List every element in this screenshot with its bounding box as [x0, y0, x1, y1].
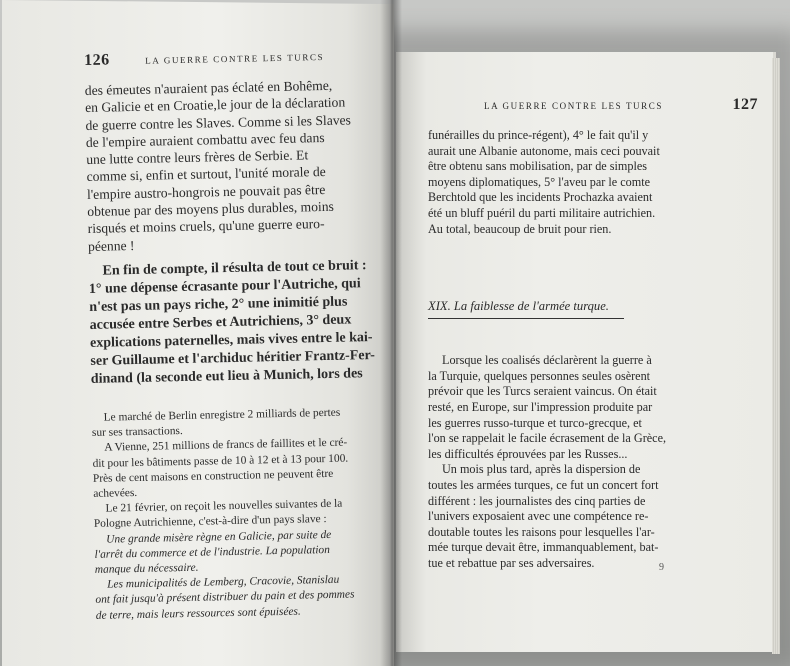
- text-line: explications paternelles, mais vives entre le kai-: [89, 329, 373, 351]
- left-page-text: [84, 46, 392, 624]
- left-page-number: 126: [84, 51, 110, 69]
- note-line: Une grande misère règne en Galicie, par suite de: [106, 528, 332, 546]
- text-line: obtenue par des moyens plus durables, moins: [87, 198, 334, 220]
- text-line: en Galicie et en Croatie,le jour de la déclaration: [85, 94, 346, 116]
- text-line: moyens diplomatiques, 5° l'aveu par le comte: [428, 174, 650, 189]
- text-line: l'on se rappelait le facile écrasement de la Grèce,: [428, 431, 667, 446]
- text-line: n'est pas un pays riche, 2° une inimitié plus: [89, 294, 348, 315]
- right-paragraph-3: [428, 462, 758, 571]
- text-line: 1° une dépense écrasante pour l'Autriche, qui: [88, 276, 361, 297]
- text-line: péenne !: [87, 237, 135, 254]
- text-line: l'empire austro-hongrois ne pouvait pas être: [86, 181, 326, 202]
- note-line: achevées.: [93, 486, 138, 500]
- note-line: Pologne Autrichienne, c'est-à-dire d'un pays slave :: [93, 513, 327, 531]
- text-line: En fin de compte, il résulta de tout ce bruit :: [102, 258, 367, 279]
- text-line: prévoir que les Turcs seraient vaincus. On était: [428, 384, 657, 399]
- note-line: dit pour les bâtiments passe de 10 à 12 et à 13 pour 100.: [92, 452, 349, 470]
- text-line: Berchtold que les incidents Prochazka avaient: [428, 190, 653, 205]
- signature-mark: 9: [659, 562, 664, 573]
- note-line: Le marché de Berlin enregistre 2 milliards de pertes: [103, 406, 341, 424]
- text-line: resté, en Europe, sur l'impression produite par: [428, 399, 653, 414]
- text-line: Lorsque les coalisés déclarèrent la guerre à: [442, 353, 652, 368]
- text-line: différent : les journalistes des cinq parties de: [428, 493, 646, 508]
- text-line: toutes les armées turques, ce fut un concert fort: [428, 477, 659, 492]
- note-line: l'arrêt du commerce et de l'industrie. La population: [94, 543, 331, 561]
- text-line: les difficultés éprouvées par les Russes...: [428, 446, 628, 461]
- text-line: aurait une Albanie autonome, mais ceci pouvait: [428, 143, 660, 158]
- left-notes: [92, 405, 392, 624]
- text-line: des émeutes n'auraient pas éclaté en Bohême,: [84, 77, 333, 98]
- page-edges: [772, 58, 780, 654]
- text-line: funérailles du prince-régent), 4° le fait qu'il y: [428, 128, 649, 142]
- text-line: risqués et moins cruels, qu'une guerre euro-: [87, 216, 325, 237]
- text-line: doutable toutes les raisons pour lesquelles l'ar-: [428, 524, 655, 539]
- text-line: comme si, enfin et surtout, l'unité morale de: [86, 164, 326, 185]
- text-line: tue et rebattue par ses adversaires.: [428, 555, 595, 570]
- text-line: les guerres russo-turque et turco-grecque, et: [428, 415, 642, 430]
- note-line: Les municipalités de Lemberg, Cracovie, Stanislau: [107, 573, 340, 591]
- text-line: être obtenu sans mobilisation, par de simples: [428, 159, 647, 174]
- right-paragraph-1: [428, 128, 758, 237]
- text-line: été un bluff puéril du parti militaire autrichien.: [428, 205, 656, 220]
- right-running-title: LA GUERRE CONTRE LES TURCS: [484, 101, 663, 111]
- right-page-text: [428, 96, 758, 571]
- text-line: Au total, beaucoup de bruit pour rien.: [428, 221, 612, 236]
- note-line: Près de cent maisons en construction ne peuvent être: [92, 467, 334, 485]
- text-line: la Turquie, quelques personnes seules osèrent: [428, 368, 651, 383]
- note-line: A Vienne, 251 millions de francs de faillites et le cré-: [104, 436, 348, 455]
- right-page-number: 127: [732, 96, 758, 113]
- text-line: de guerre contre les Slaves. Comme si les Slaves: [85, 112, 352, 133]
- text-line: une lutte contre leurs frères de Serbie. Et: [86, 147, 309, 168]
- left-paragraph-1: [85, 76, 385, 255]
- text-line: accusée entre Serbes et Autrichiens, 3° deux: [89, 312, 352, 333]
- note-line: manque du nécessaire.: [94, 561, 199, 576]
- text-line: de l'empire auraient combattu avec feu dans: [85, 129, 325, 150]
- note-line: ont fait jusqu'à présent distribuer du pain et des pommes: [95, 588, 355, 607]
- note-line: de terre, mais leurs ressources sont épuisées.: [95, 605, 301, 622]
- text-line: Un mois plus tard, après la dispersion de: [442, 462, 641, 477]
- right-paragraph-2: [428, 353, 758, 462]
- text-line: l'univers exposaient avec une compétence re-: [428, 509, 649, 524]
- text-line: mée turque devait être, immanquablement, bat-: [428, 540, 659, 555]
- note-line: Le 21 février, on reçoit les nouvelles suivantes de la: [105, 497, 343, 515]
- note-line: sur ses transactions.: [91, 425, 183, 440]
- text-line: ser Guillaume et l'archiduc héritier Frantz-Fer-: [90, 347, 376, 369]
- right-running-head: [428, 96, 758, 114]
- section-heading: [428, 299, 758, 319]
- section-title: XIX. La faiblesse de l'armée turque.: [428, 299, 609, 314]
- left-running-title: LA GUERRE CONTRE LES TURCS: [145, 51, 325, 66]
- left-paragraph-2: [88, 257, 387, 389]
- text-line: dinand (la seconde eut lieu à Munich, lors des: [90, 366, 363, 387]
